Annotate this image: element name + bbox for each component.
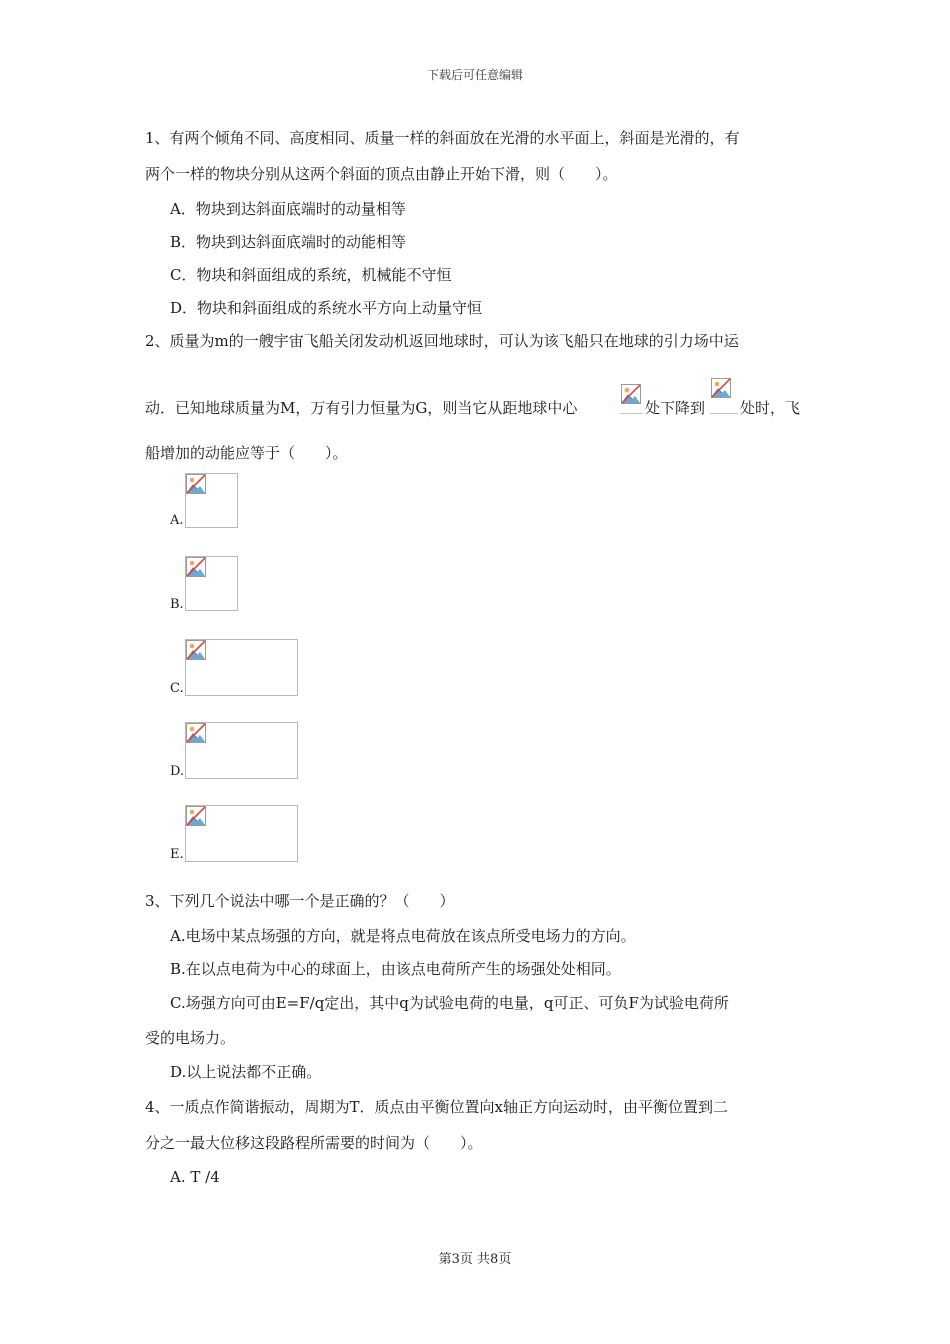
broken-image-icon xyxy=(186,557,206,577)
question-4-line-1: 4、一质点作简谐振动，周期为T．质点由平衡位置向x轴正方向运动时，由平衡位置到二 xyxy=(145,1098,729,1116)
question-2-line-1: 2、质量为m的一艘宇宙飞船关闭发动机返回地球时，可认为该飞船只在地球的引力场中运 xyxy=(145,332,739,350)
inline-image-r2 xyxy=(710,377,738,414)
question-2-option-d: D. xyxy=(170,764,185,779)
question-1-option-c: C．物块和斜面组成的系统，机械能不守恒 xyxy=(170,266,452,284)
page-header: 下载后可任意编辑 xyxy=(426,68,523,82)
question-1-line-1: 1、有两个倾角不同、高度相同、质量一样的斜面放在光滑的水平面上，斜面是光滑的，有 xyxy=(145,129,740,147)
question-1-option-a: A．物块到达斜面底端时的动量相等 xyxy=(170,200,406,218)
question-3-option-d: D.以上说法都不正确。 xyxy=(170,1063,322,1081)
broken-image-icon xyxy=(186,806,206,826)
question-2-option-e: E. xyxy=(170,847,184,862)
question-4-line-2: 分之一最大位移这段路程所需要的时间为（ ）。 xyxy=(145,1134,483,1152)
broken-image-icon xyxy=(186,723,206,743)
option-d-image xyxy=(185,722,298,779)
question-4-option-a: A. T /4 xyxy=(170,1168,220,1186)
question-3-line-1: 3、下列几个说法中哪一个是正确的？（ ） xyxy=(145,892,455,910)
question-2-line-2b: 处下降到 xyxy=(645,399,706,417)
question-2-option-a: A. xyxy=(170,513,184,528)
question-2-line-2a: 动．已知地球质量为M，万有引力恒量为G，则当它从距地球中心 xyxy=(145,399,578,417)
question-3-option-b: B.在以点电荷为中心的球面上，由该点电荷所产生的场强处处相同。 xyxy=(170,960,621,978)
question-3-option-a: A.电场中某点场强的方向，就是将点电荷放在该点所受电场力的方向。 xyxy=(170,927,636,945)
broken-image-icon xyxy=(711,378,731,398)
broken-image-icon xyxy=(186,640,206,660)
option-e-image xyxy=(185,805,298,862)
question-1-option-d: D．物块和斜面组成的系统水平方向上动量守恒 xyxy=(170,299,483,317)
question-1-option-b: B．物块到达斜面底端时的动能相等 xyxy=(170,233,407,251)
question-3-option-c-line-1: C.场强方向可由E=F/q定出，其中q为试验电荷的电量，q可正、可负F为试验电荷所 xyxy=(170,994,729,1012)
page-footer: 第3页 共8页 xyxy=(438,1252,512,1267)
question-2-line-3: 船增加的动能应等于（ ）。 xyxy=(145,444,348,462)
inline-image-r1 xyxy=(620,383,642,414)
option-c-image xyxy=(185,639,298,696)
question-1-line-2: 两个一样的物块分别从这两个斜面的顶点由静止开始下滑，则（ ）。 xyxy=(145,165,618,183)
question-2-line-2c: 处时，飞 xyxy=(740,399,801,417)
broken-image-icon xyxy=(186,474,206,494)
option-b-image xyxy=(185,556,238,611)
question-2-option-b: B. xyxy=(170,597,184,612)
question-2-option-c: C. xyxy=(170,681,184,696)
broken-image-icon xyxy=(621,384,641,404)
option-a-image xyxy=(185,473,238,528)
question-3-option-c-line-2: 受的电场力。 xyxy=(145,1029,236,1047)
